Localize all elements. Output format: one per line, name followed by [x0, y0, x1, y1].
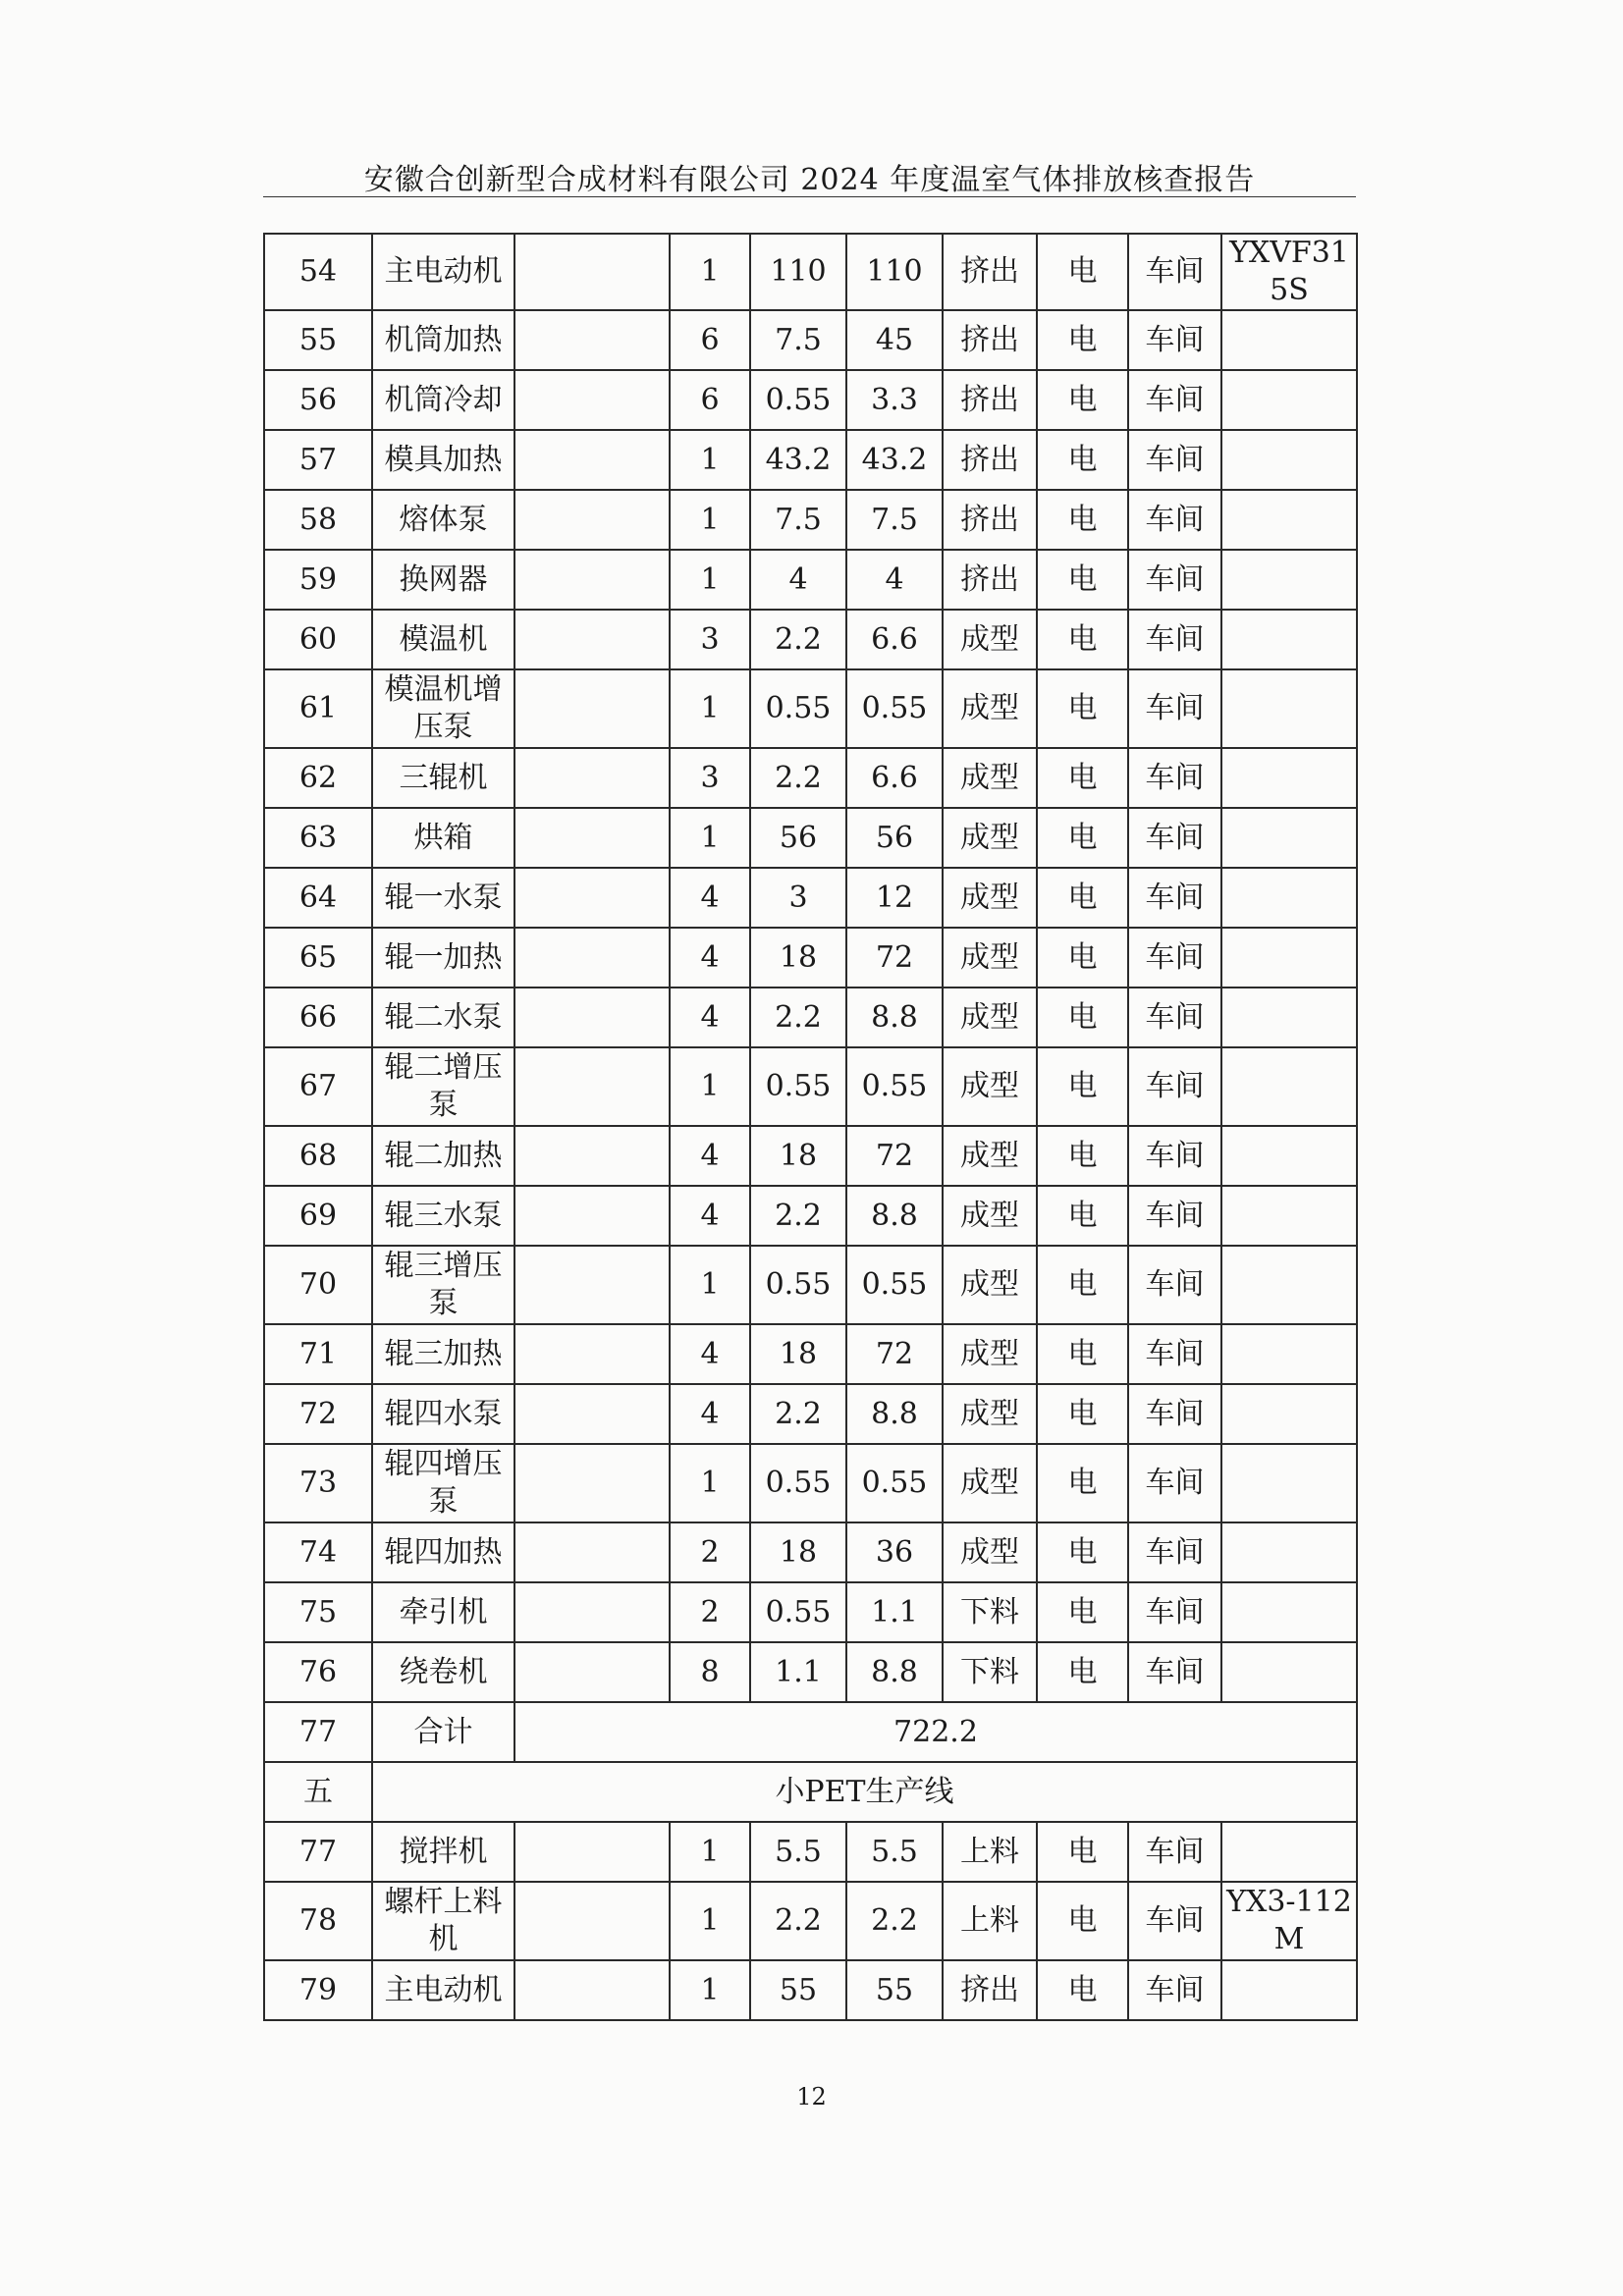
cell-energy-type: 电 [1037, 1582, 1128, 1642]
cell-equipment-spec [514, 1047, 670, 1126]
cell-unit-power: 7.5 [750, 310, 846, 370]
cell-total-power: 4 [846, 550, 943, 610]
cell-row-number: 59 [264, 550, 372, 610]
cell-model-number [1221, 610, 1357, 669]
cell-quantity: 1 [670, 1444, 750, 1522]
cell-energy-type: 电 [1037, 310, 1128, 370]
cell-equipment-spec [514, 310, 670, 370]
cell-model-number [1221, 988, 1357, 1047]
cell-energy-type: 电 [1037, 1522, 1128, 1582]
cell-process-stage: 挤出 [943, 430, 1037, 490]
cell-unit-power: 0.55 [750, 1246, 846, 1324]
page-number: 12 [796, 2083, 827, 2110]
section-header-row [264, 1762, 1357, 1822]
table-row [264, 310, 1357, 370]
cell-process-stage: 成型 [943, 988, 1037, 1047]
cell-model-number [1221, 310, 1357, 370]
cell-process-stage: 挤出 [943, 370, 1037, 430]
cell-total-power: 56 [846, 808, 943, 868]
cell-row-number: 78 [264, 1882, 372, 1960]
table-row [264, 868, 1357, 928]
cell-process-stage: 成型 [943, 610, 1037, 669]
table-row [264, 1384, 1357, 1444]
total-row [264, 1702, 1357, 1762]
cell-quantity: 3 [670, 610, 750, 669]
table-row [264, 610, 1357, 669]
cell-unit-power: 2.2 [750, 988, 846, 1047]
cell-quantity: 4 [670, 1324, 750, 1384]
cell-location: 车间 [1128, 1582, 1221, 1642]
cell-quantity: 4 [670, 1126, 750, 1186]
cell-location: 车间 [1128, 1822, 1221, 1882]
cell-total-power: 0.55 [846, 1246, 943, 1324]
cell-equipment-spec [514, 1246, 670, 1324]
cell-equipment-name: 辊二水泵 [372, 988, 514, 1047]
cell-total-power: 6.6 [846, 610, 943, 669]
cell-unit-power: 110 [750, 234, 846, 310]
cell-total-power: 1.1 [846, 1582, 943, 1642]
cell-location: 车间 [1128, 868, 1221, 928]
cell-unit-power: 0.55 [750, 669, 846, 748]
cell-unit-power: 18 [750, 1126, 846, 1186]
table-row [264, 669, 1357, 748]
cell-row-number: 64 [264, 868, 372, 928]
cell-total-power: 72 [846, 1126, 943, 1186]
cell-equipment-spec [514, 1960, 670, 2020]
cell-equipment-name: 熔体泵 [372, 490, 514, 550]
cell-unit-power: 55 [750, 1960, 846, 2020]
cell-equipment-name: 模温机 [372, 610, 514, 669]
cell-equipment-spec [514, 1186, 670, 1246]
cell-equipment-spec [514, 1384, 670, 1444]
cell-row-number: 56 [264, 370, 372, 430]
table-row [264, 1444, 1357, 1522]
cell-equipment-spec [514, 1822, 670, 1882]
cell-equipment-name: 辊三加热 [372, 1324, 514, 1384]
cell-process-stage: 成型 [943, 1324, 1037, 1384]
cell-energy-type: 电 [1037, 1882, 1128, 1960]
cell-location: 车间 [1128, 1324, 1221, 1384]
cell-process-stage: 成型 [943, 1444, 1037, 1522]
cell-quantity: 1 [670, 234, 750, 310]
cell-model-number [1221, 490, 1357, 550]
cell-quantity: 2 [670, 1582, 750, 1642]
cell-row-number: 55 [264, 310, 372, 370]
cell-equipment-name: 辊二加热 [372, 1126, 514, 1186]
cell-location: 车间 [1128, 808, 1221, 868]
cell-row-number: 58 [264, 490, 372, 550]
cell-process-stage: 成型 [943, 928, 1037, 988]
cell-row-number: 74 [264, 1522, 372, 1582]
cell-equipment-spec [514, 610, 670, 669]
table-row [264, 430, 1357, 490]
table-row [264, 1882, 1357, 1960]
cell-model-number [1221, 868, 1357, 928]
cell-equipment-name: 辊四加热 [372, 1522, 514, 1582]
cell-equipment-spec [514, 1882, 670, 1960]
cell-equipment-spec [514, 1582, 670, 1642]
cell-model-number [1221, 1246, 1357, 1324]
cell-process-stage: 挤出 [943, 310, 1037, 370]
cell-total-power: 0.55 [846, 1047, 943, 1126]
cell-unit-power: 0.55 [750, 1582, 846, 1642]
cell-equipment-spec [514, 370, 670, 430]
table-row [264, 1822, 1357, 1882]
cell-process-stage: 成型 [943, 1246, 1037, 1324]
cell-model-number [1221, 808, 1357, 868]
cell-location: 车间 [1128, 370, 1221, 430]
cell-equipment-spec [514, 988, 670, 1047]
cell-equipment-spec [514, 1444, 670, 1522]
cell-row-number: 76 [264, 1642, 372, 1702]
total-row-number: 77 [264, 1702, 372, 1762]
table-row [264, 490, 1357, 550]
cell-unit-power: 43.2 [750, 430, 846, 490]
cell-unit-power: 1.1 [750, 1642, 846, 1702]
cell-equipment-name: 模温机增压泵 [372, 669, 514, 748]
cell-quantity: 3 [670, 748, 750, 808]
cell-location: 车间 [1128, 430, 1221, 490]
section-title: 小PET生产线 [372, 1762, 1357, 1822]
cell-location: 车间 [1128, 1444, 1221, 1522]
cell-quantity: 1 [670, 430, 750, 490]
cell-energy-type: 电 [1037, 748, 1128, 808]
cell-process-stage: 成型 [943, 748, 1037, 808]
cell-equipment-spec [514, 1324, 670, 1384]
cell-quantity: 2 [670, 1522, 750, 1582]
cell-energy-type: 电 [1037, 490, 1128, 550]
cell-process-stage: 成型 [943, 1186, 1037, 1246]
table-row [264, 988, 1357, 1047]
cell-equipment-name: 辊四水泵 [372, 1384, 514, 1444]
cell-total-power: 45 [846, 310, 943, 370]
cell-quantity: 1 [670, 669, 750, 748]
cell-unit-power: 0.55 [750, 370, 846, 430]
table-row [264, 748, 1357, 808]
table-row [264, 1522, 1357, 1582]
cell-energy-type: 电 [1037, 1960, 1128, 2020]
cell-quantity: 6 [670, 370, 750, 430]
cell-quantity: 1 [670, 1960, 750, 2020]
cell-quantity: 6 [670, 310, 750, 370]
cell-quantity: 1 [670, 1822, 750, 1882]
cell-unit-power: 18 [750, 1324, 846, 1384]
cell-model-number [1221, 669, 1357, 748]
cell-equipment-name: 模具加热 [372, 430, 514, 490]
cell-model-number [1221, 550, 1357, 610]
cell-process-stage: 成型 [943, 1047, 1037, 1126]
cell-equipment-name: 辊三水泵 [372, 1186, 514, 1246]
cell-total-power: 5.5 [846, 1822, 943, 1882]
cell-energy-type: 电 [1037, 1047, 1128, 1126]
cell-row-number: 70 [264, 1246, 372, 1324]
cell-total-power: 12 [846, 868, 943, 928]
cell-row-number: 75 [264, 1582, 372, 1642]
cell-total-power: 0.55 [846, 1444, 943, 1522]
cell-quantity: 4 [670, 868, 750, 928]
cell-process-stage: 成型 [943, 868, 1037, 928]
cell-quantity: 4 [670, 1384, 750, 1444]
cell-location: 车间 [1128, 1522, 1221, 1582]
cell-equipment-name: 搅拌机 [372, 1822, 514, 1882]
cell-row-number: 60 [264, 610, 372, 669]
cell-unit-power: 0.55 [750, 1047, 846, 1126]
cell-equipment-name: 绕卷机 [372, 1642, 514, 1702]
cell-total-power: 3.3 [846, 370, 943, 430]
cell-location: 车间 [1128, 1384, 1221, 1444]
cell-quantity: 4 [670, 928, 750, 988]
cell-quantity: 1 [670, 1246, 750, 1324]
cell-equipment-spec [514, 669, 670, 748]
cell-process-stage: 挤出 [943, 490, 1037, 550]
cell-quantity: 1 [670, 808, 750, 868]
cell-energy-type: 电 [1037, 1246, 1128, 1324]
cell-location: 车间 [1128, 669, 1221, 748]
cell-total-power: 72 [846, 1324, 943, 1384]
cell-model-number [1221, 1186, 1357, 1246]
cell-total-power: 8.8 [846, 1642, 943, 1702]
cell-model-number [1221, 1324, 1357, 1384]
cell-equipment-name: 主电动机 [372, 234, 514, 310]
table-row [264, 1246, 1357, 1324]
cell-equipment-spec [514, 1522, 670, 1582]
cell-model-number [1221, 1642, 1357, 1702]
header-divider [263, 196, 1356, 197]
table-row [264, 234, 1357, 310]
cell-row-number: 61 [264, 669, 372, 748]
cell-equipment-name: 烘箱 [372, 808, 514, 868]
cell-energy-type: 电 [1037, 234, 1128, 310]
cell-total-power: 8.8 [846, 1384, 943, 1444]
cell-model-number [1221, 748, 1357, 808]
cell-equipment-name: 辊三增压泵 [372, 1246, 514, 1324]
cell-model-number [1221, 1960, 1357, 2020]
cell-equipment-name: 三辊机 [372, 748, 514, 808]
cell-unit-power: 4 [750, 550, 846, 610]
table-row [264, 1582, 1357, 1642]
table-row [264, 928, 1357, 988]
cell-location: 车间 [1128, 748, 1221, 808]
cell-equipment-name: 辊四增压泵 [372, 1444, 514, 1522]
cell-energy-type: 电 [1037, 1444, 1128, 1522]
cell-unit-power: 18 [750, 928, 846, 988]
cell-energy-type: 电 [1037, 1126, 1128, 1186]
cell-energy-type: 电 [1037, 928, 1128, 988]
cell-process-stage: 挤出 [943, 234, 1037, 310]
table-row [264, 1126, 1357, 1186]
table-row [264, 1642, 1357, 1702]
cell-process-stage: 挤出 [943, 550, 1037, 610]
cell-location: 车间 [1128, 1246, 1221, 1324]
cell-energy-type: 电 [1037, 550, 1128, 610]
cell-process-stage: 挤出 [943, 1960, 1037, 2020]
cell-total-power: 36 [846, 1522, 943, 1582]
total-label: 合计 [372, 1702, 514, 1762]
total-value: 722.2 [514, 1702, 1357, 1762]
cell-row-number: 68 [264, 1126, 372, 1186]
cell-model-number [1221, 1384, 1357, 1444]
cell-row-number: 71 [264, 1324, 372, 1384]
cell-unit-power: 18 [750, 1522, 846, 1582]
cell-equipment-name: 螺杆上料机 [372, 1882, 514, 1960]
cell-unit-power: 2.2 [750, 1384, 846, 1444]
cell-location: 车间 [1128, 550, 1221, 610]
cell-location: 车间 [1128, 928, 1221, 988]
cell-unit-power: 2.2 [750, 1186, 846, 1246]
cell-energy-type: 电 [1037, 1324, 1128, 1384]
section-number: 五 [264, 1762, 372, 1822]
cell-quantity: 4 [670, 988, 750, 1047]
cell-energy-type: 电 [1037, 1822, 1128, 1882]
cell-quantity: 4 [670, 1186, 750, 1246]
table-row [264, 1324, 1357, 1384]
cell-unit-power: 2.2 [750, 610, 846, 669]
cell-model-number [1221, 370, 1357, 430]
report-header-title: 安徽合创新型合成材料有限公司 2024 年度温室气体排放核查报告 [363, 163, 1256, 197]
cell-equipment-name: 辊一加热 [372, 928, 514, 988]
table-row [264, 808, 1357, 868]
cell-equipment-spec [514, 490, 670, 550]
cell-row-number: 63 [264, 808, 372, 868]
cell-total-power: 110 [846, 234, 943, 310]
cell-energy-type: 电 [1037, 370, 1128, 430]
cell-equipment-name: 辊一水泵 [372, 868, 514, 928]
cell-equipment-name: 机筒加热 [372, 310, 514, 370]
cell-process-stage: 成型 [943, 808, 1037, 868]
cell-model-number [1221, 1126, 1357, 1186]
table-row [264, 1960, 1357, 2020]
cell-unit-power: 5.5 [750, 1822, 846, 1882]
cell-location: 车间 [1128, 1047, 1221, 1126]
cell-total-power: 55 [846, 1960, 943, 2020]
cell-energy-type: 电 [1037, 868, 1128, 928]
cell-total-power: 2.2 [846, 1882, 943, 1960]
cell-total-power: 6.6 [846, 748, 943, 808]
cell-row-number: 77 [264, 1822, 372, 1882]
cell-location: 车间 [1128, 310, 1221, 370]
cell-location: 车间 [1128, 610, 1221, 669]
cell-row-number: 72 [264, 1384, 372, 1444]
cell-total-power: 7.5 [846, 490, 943, 550]
cell-equipment-name: 主电动机 [372, 1960, 514, 2020]
cell-energy-type: 电 [1037, 1384, 1128, 1444]
cell-equipment-spec [514, 808, 670, 868]
cell-unit-power: 2.2 [750, 1882, 846, 1960]
cell-equipment-spec [514, 928, 670, 988]
cell-energy-type: 电 [1037, 1186, 1128, 1246]
cell-location: 车间 [1128, 1642, 1221, 1702]
cell-quantity: 1 [670, 1882, 750, 1960]
cell-process-stage: 下料 [943, 1582, 1037, 1642]
cell-model-number: YX3-112M [1221, 1882, 1357, 1960]
table-row [264, 550, 1357, 610]
cell-row-number: 73 [264, 1444, 372, 1522]
cell-process-stage: 成型 [943, 1522, 1037, 1582]
cell-process-stage: 上料 [943, 1822, 1037, 1882]
cell-equipment-name: 换网器 [372, 550, 514, 610]
cell-equipment-name: 机筒冷却 [372, 370, 514, 430]
cell-equipment-spec [514, 234, 670, 310]
cell-process-stage: 上料 [943, 1882, 1037, 1960]
cell-model-number [1221, 1047, 1357, 1126]
cell-energy-type: 电 [1037, 430, 1128, 490]
cell-process-stage: 成型 [943, 1126, 1037, 1186]
cell-unit-power: 56 [750, 808, 846, 868]
cell-row-number: 69 [264, 1186, 372, 1246]
cell-energy-type: 电 [1037, 1642, 1128, 1702]
cell-equipment-name: 牵引机 [372, 1582, 514, 1642]
cell-equipment-spec [514, 430, 670, 490]
cell-unit-power: 0.55 [750, 1444, 846, 1522]
cell-location: 车间 [1128, 490, 1221, 550]
cell-total-power: 0.55 [846, 669, 943, 748]
cell-model-number [1221, 430, 1357, 490]
cell-model-number [1221, 1444, 1357, 1522]
cell-model-number [1221, 1582, 1357, 1642]
cell-location: 车间 [1128, 1126, 1221, 1186]
cell-equipment-name: 辊二增压泵 [372, 1047, 514, 1126]
cell-location: 车间 [1128, 988, 1221, 1047]
cell-process-stage: 成型 [943, 1384, 1037, 1444]
cell-energy-type: 电 [1037, 669, 1128, 748]
table-row [264, 1186, 1357, 1246]
cell-row-number: 54 [264, 234, 372, 310]
cell-location: 车间 [1128, 234, 1221, 310]
table-row [264, 1047, 1357, 1126]
cell-location: 车间 [1128, 1186, 1221, 1246]
cell-unit-power: 7.5 [750, 490, 846, 550]
cell-row-number: 65 [264, 928, 372, 988]
cell-model-number: YXVF315S [1221, 234, 1357, 310]
cell-row-number: 67 [264, 1047, 372, 1126]
cell-process-stage: 下料 [943, 1642, 1037, 1702]
cell-quantity: 1 [670, 1047, 750, 1126]
cell-model-number [1221, 928, 1357, 988]
cell-total-power: 72 [846, 928, 943, 988]
cell-location: 车间 [1128, 1960, 1221, 2020]
cell-equipment-spec [514, 1642, 670, 1702]
equipment-table [263, 233, 1358, 2021]
cell-quantity: 1 [670, 490, 750, 550]
cell-quantity: 8 [670, 1642, 750, 1702]
cell-unit-power: 3 [750, 868, 846, 928]
cell-quantity: 1 [670, 550, 750, 610]
cell-unit-power: 2.2 [750, 748, 846, 808]
cell-process-stage: 成型 [943, 669, 1037, 748]
cell-row-number: 66 [264, 988, 372, 1047]
cell-equipment-spec [514, 1126, 670, 1186]
cell-model-number [1221, 1522, 1357, 1582]
cell-total-power: 8.8 [846, 988, 943, 1047]
cell-equipment-spec [514, 748, 670, 808]
cell-row-number: 57 [264, 430, 372, 490]
cell-equipment-spec [514, 550, 670, 610]
cell-energy-type: 电 [1037, 988, 1128, 1047]
table-row [264, 370, 1357, 430]
cell-model-number [1221, 1822, 1357, 1882]
cell-row-number: 62 [264, 748, 372, 808]
cell-total-power: 8.8 [846, 1186, 943, 1246]
cell-total-power: 43.2 [846, 430, 943, 490]
cell-energy-type: 电 [1037, 610, 1128, 669]
cell-equipment-spec [514, 868, 670, 928]
cell-energy-type: 电 [1037, 808, 1128, 868]
cell-location: 车间 [1128, 1882, 1221, 1960]
cell-row-number: 79 [264, 1960, 372, 2020]
